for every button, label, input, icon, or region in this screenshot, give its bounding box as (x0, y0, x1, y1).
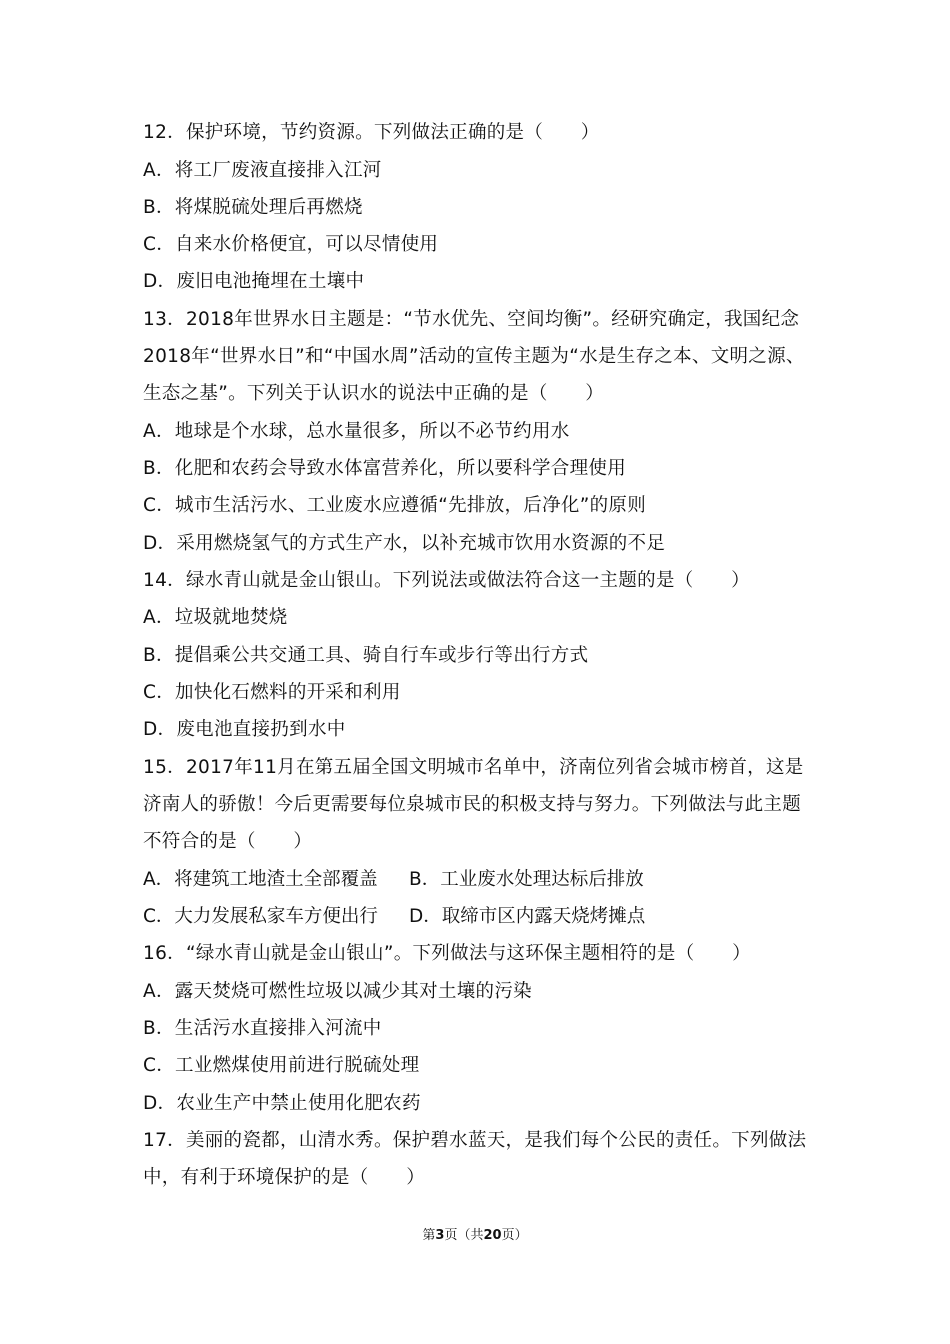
q16-stem: 16．“绿水青山就是金山银山”。下列做法与这环保主题相符的是（ ） (143, 943, 751, 964)
q15-option-a: A．将建筑工地渣土全部覆盖 (143, 869, 378, 890)
q13-option-b: B．化肥和农药会导致水体富营养化，所以要科学合理使用 (143, 458, 626, 479)
q15-option-c: C．大力发展私家车方便出行 (143, 906, 378, 927)
q13-option-d: D．采用燃烧氢气的方式生产水，以补充城市饮用水资源的不足 (143, 533, 666, 554)
q13-stem-line1: 13．2018年世界水日主题是：“节水优先、空间均衡”。经研究确定，我国纪念 (143, 309, 800, 330)
q16-option-d: D．农业生产中禁止使用化肥农药 (143, 1093, 421, 1114)
q16-option-a: A．露天焚烧可燃性垃圾以减少其对土壤的污染 (143, 981, 532, 1002)
q15-stem-line3: 不符合的是（ ） (143, 831, 313, 852)
q12-option-c: C．自来水价格便宜，可以尽情使用 (143, 234, 439, 255)
q15-stem-line1: 15．2017年11月在第五届全国文明城市名单中，济南位列省会城市榜首，这是 (143, 757, 804, 778)
q12-option-a: A．将工厂废液直接排入江河 (143, 160, 382, 181)
q16-option-b: B．生活污水直接排入河流中 (143, 1018, 382, 1039)
q12-option-b: B．将煤脱硫处理后再燃烧 (143, 197, 363, 218)
q13-stem-line3: 生态之基”。下列关于认识水的说法中正确的是（ ） (143, 383, 605, 404)
q14-option-a: A．垃圾就地焚烧 (143, 607, 288, 628)
q15-option-row-1 (143, 868, 644, 892)
q12-stem: 12．保护环境，节约资源。下列做法正确的是（ ） (143, 122, 600, 143)
q15-stem-line2: 济南人的骄傲！今后更需要每位泉城市民的积极支持与努力。下列做法与此主题 (143, 794, 802, 815)
footer-prefix: 第 (422, 1228, 436, 1243)
footer-middle: 页（共 (444, 1228, 484, 1243)
footer-total-pages: 20 (483, 1228, 502, 1243)
q16-option-c: C．工业燃煤使用前进行脱硫处理 (143, 1055, 420, 1076)
q13-stem-line2: 2018年“世界水日”和“中国水周”活动的宣传主题为“水是生存之本、文明之源、 (143, 346, 805, 367)
q14-option-c: C．加快化石燃料的开采和利用 (143, 682, 401, 703)
q13-option-c: C．城市生活污水、工业废水应遵循“先排放，后净化”的原则 (143, 495, 646, 516)
q15-option-d: D．取缔市区内露天烧烤摊点 (409, 906, 646, 927)
q17-stem-line1: 17．美丽的瓷都，山清水秀。保护碧水蓝天，是我们每个公民的责任。下列做法 (143, 1130, 807, 1151)
q12-option-d: D．废旧电池掩埋在土壤中 (143, 271, 365, 292)
q15-option-b: B．工业废水处理达标后排放 (409, 869, 644, 890)
page-footer (0, 1227, 950, 1245)
q13-option-a: A．地球是个水球，总水量很多，所以不必节约用水 (143, 421, 570, 442)
q15-option-row-2 (143, 905, 646, 929)
q14-option-d: D．废电池直接扔到水中 (143, 719, 346, 740)
q17-stem-line2: 中，有利于环境保护的是（ ） (143, 1167, 426, 1188)
q14-option-b: B．提倡乘公共交通工具、骑自行车或步行等出行方式 (143, 645, 589, 666)
footer-current-page: 3 (435, 1228, 445, 1243)
q14-stem: 14．绿水青山就是金山银山。下列说法或做法符合这一主题的是（ ） (143, 570, 750, 591)
footer-suffix: 页） (501, 1228, 528, 1243)
